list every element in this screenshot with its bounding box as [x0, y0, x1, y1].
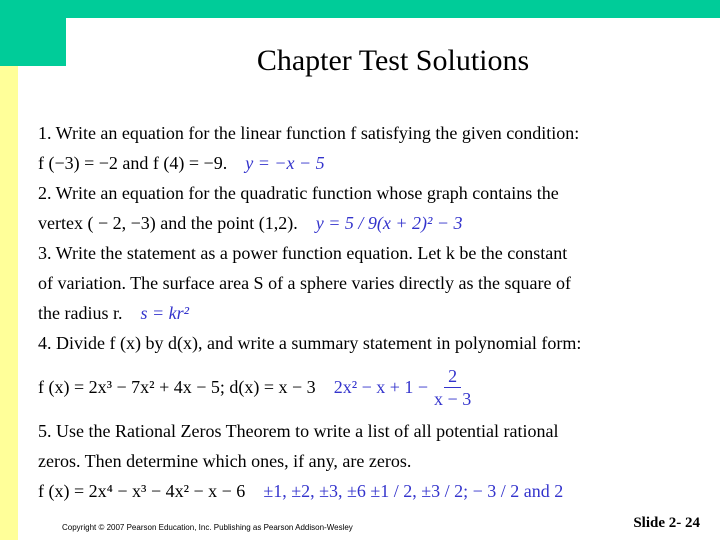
q5-line2: zeros. Then determine which ones, if any, are zeros.	[38, 451, 412, 471]
q4-fraction-numerator: 2	[444, 365, 461, 388]
q1-line2	[38, 148, 698, 178]
q5-line1: 5. Use the Rational Zeros Theorem to write a list of all potential rational	[38, 421, 559, 441]
q1-line1: 1. Write an equation for the linear function f satisfying the given condition:	[38, 123, 580, 143]
q2-line1: 2. Write an equation for the quadratic function whose graph contains the	[38, 183, 559, 203]
q5-line3	[38, 476, 698, 506]
q5-given: f (x) = 2x⁴ − x³ − 4x² − x − 6	[38, 481, 246, 501]
q3-line3	[38, 298, 698, 328]
q3-answer: s = kr²	[140, 303, 190, 323]
q1-condition: f (−3) = −2 and f (4) = −9.	[38, 153, 228, 173]
q3-condition: the radius r.	[38, 303, 123, 323]
q4-given: f (x) = 2x³ − 7x² + 4x − 5; d(x) = x − 3	[38, 377, 316, 397]
q5-answer: ±1, ±2, ±3, ±6 ±1 / 2, ±3 / 2; − 3 / 2 and 2	[263, 481, 564, 501]
q3-line2: of variation. The surface area S of a sphere varies directly as the square of	[38, 273, 571, 293]
q2-condition: vertex ( − 2, −3) and the point (1,2).	[38, 213, 298, 233]
q4-answer-fraction	[430, 365, 475, 410]
corner-decor-block	[0, 0, 66, 66]
left-decor-bar	[0, 0, 18, 540]
q2-line2	[38, 208, 698, 238]
q4-line2	[38, 358, 698, 416]
q1-answer: y = −x − 5	[245, 153, 325, 173]
slide-number: Slide 2- 24	[633, 515, 700, 531]
q3-line1: 3. Write the statement as a power function equation. Let k be the constant	[38, 243, 568, 263]
slide-title: Chapter Test Solutions	[256, 44, 530, 77]
q4-answer-poly: 2x² − x + 1 −	[333, 377, 429, 397]
copyright-footer: Copyright © 2007 Pearson Education, Inc. Publishing as Pearson Addison-Wesley	[62, 523, 353, 532]
slide-content	[38, 118, 698, 506]
q2-answer: y = 5 / 9(x + 2)² − 3	[315, 213, 463, 233]
q4-fraction-denominator: x − 3	[434, 388, 472, 409]
top-decor-bar	[0, 0, 720, 18]
q4-line1: 4. Divide f (x) by d(x), and write a summary statement in polynomial form:	[38, 333, 582, 353]
